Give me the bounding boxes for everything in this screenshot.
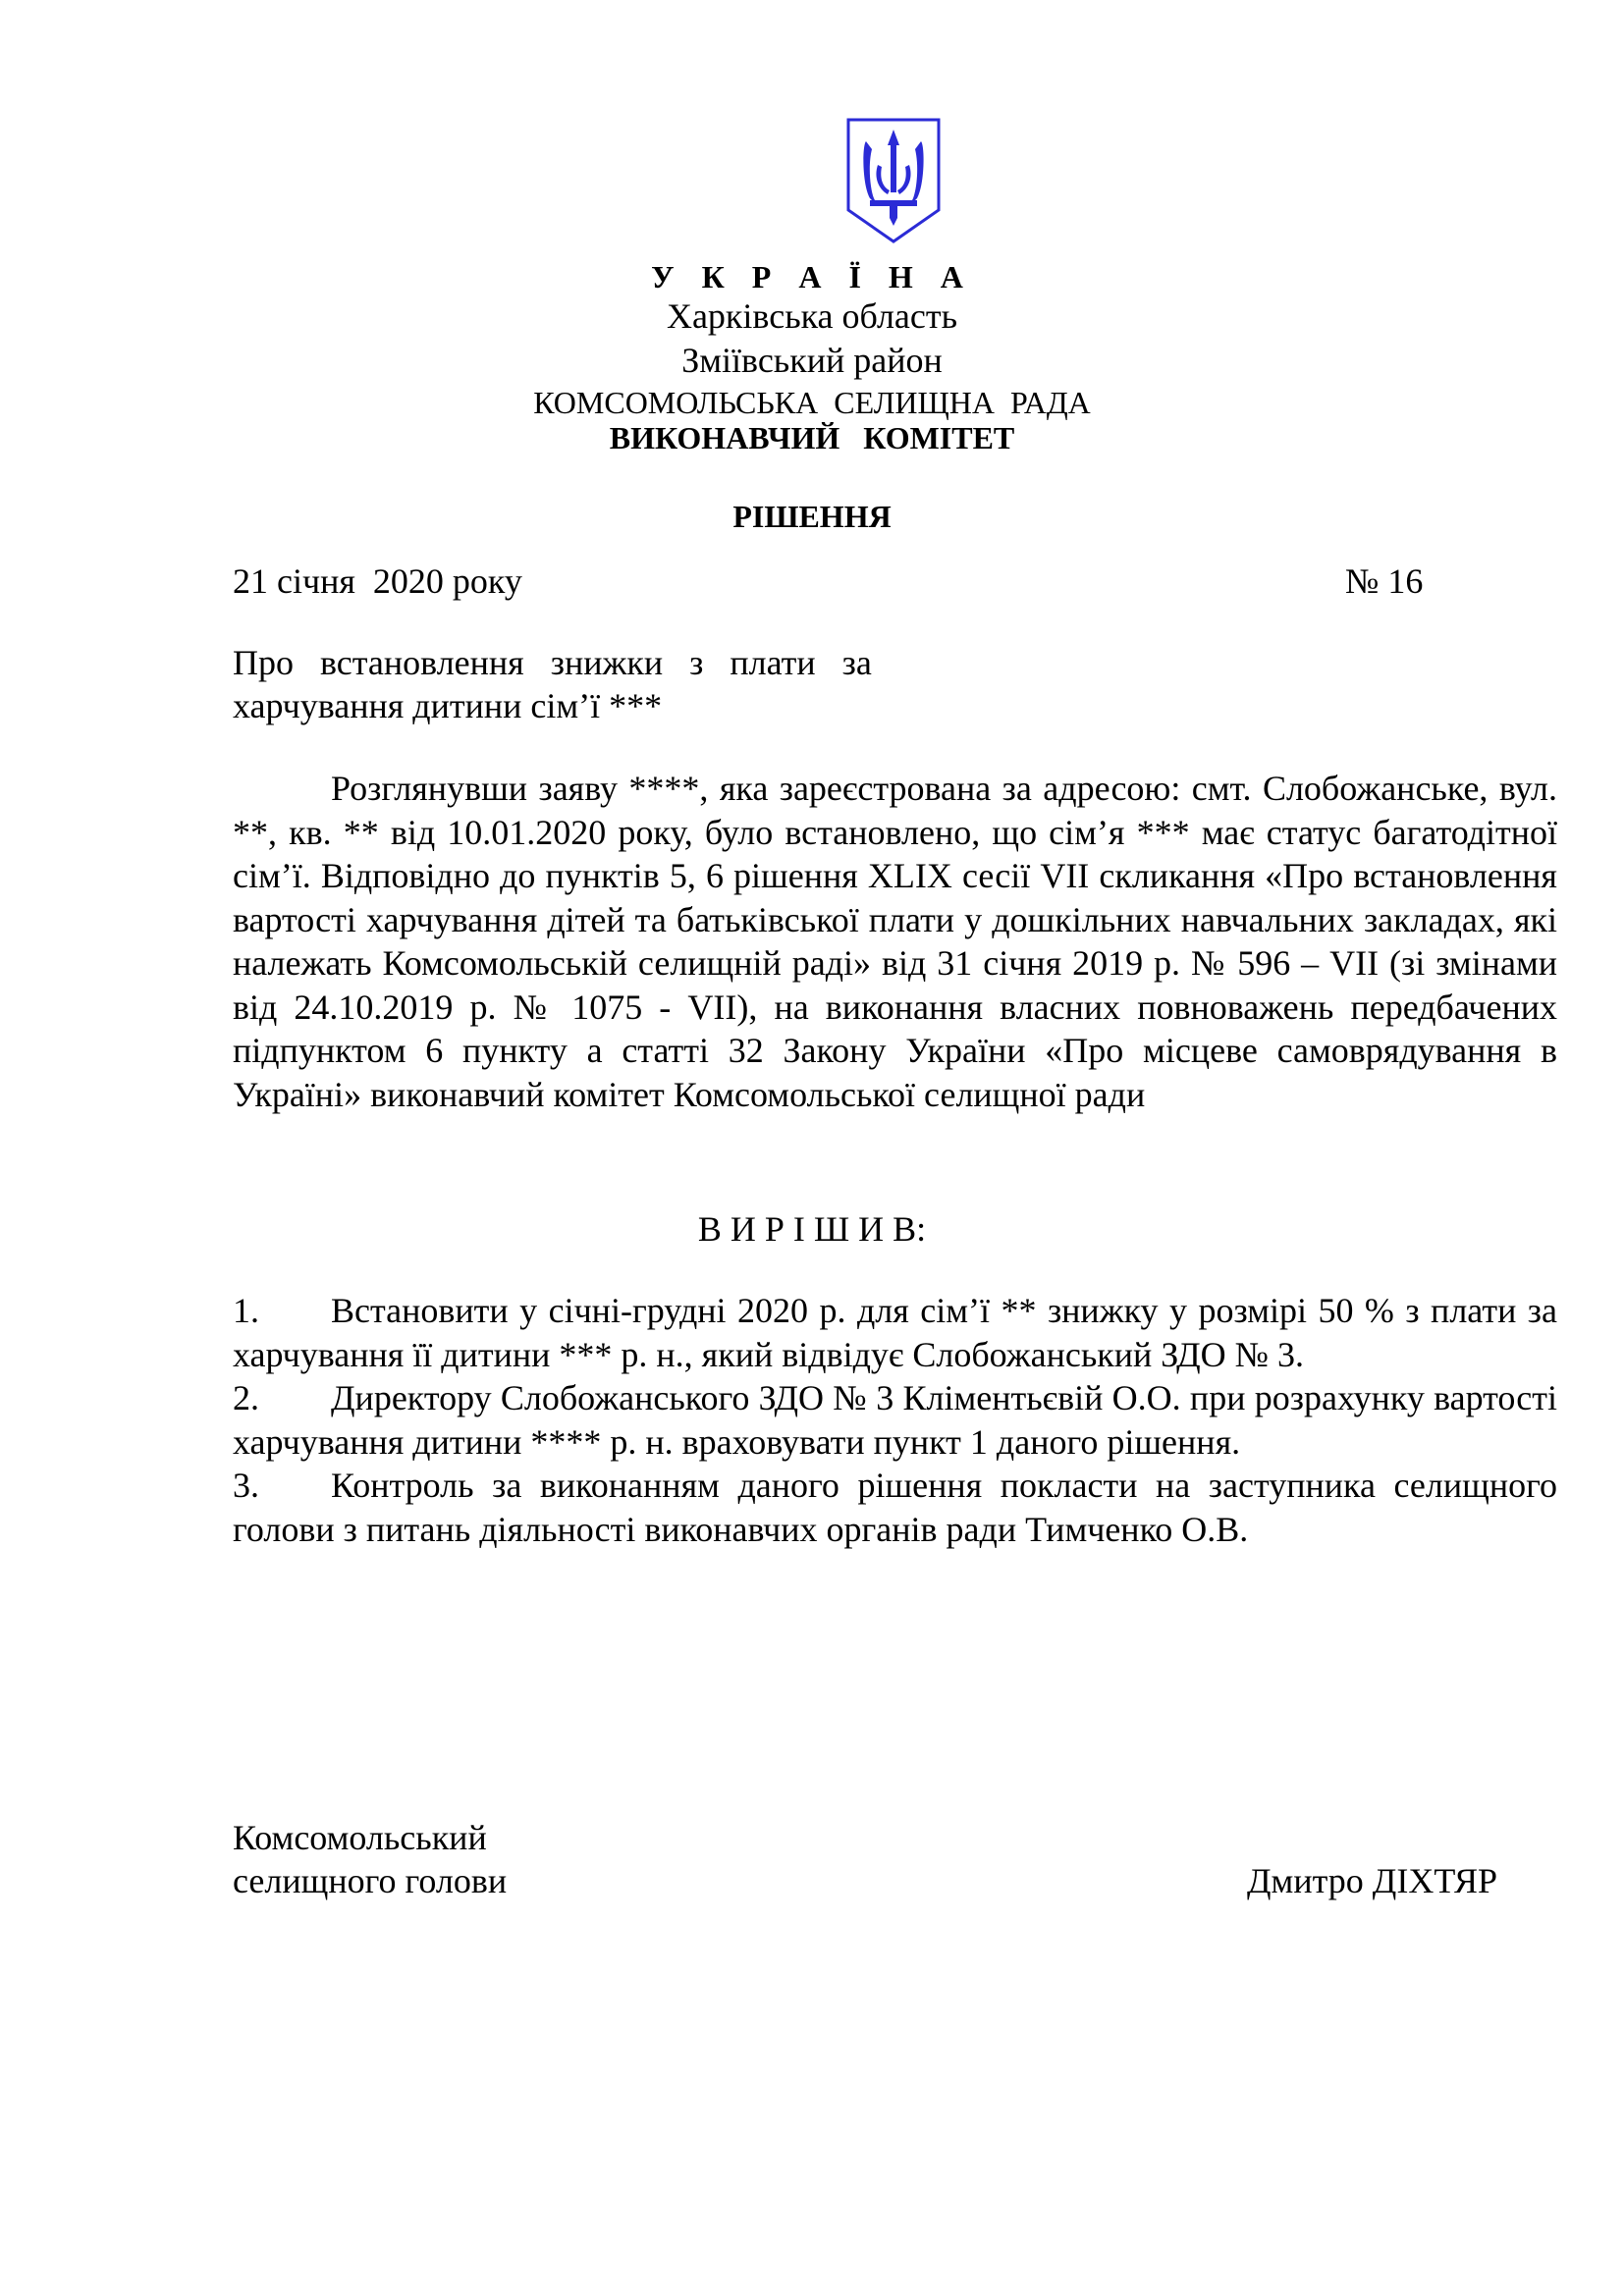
council-line: КОМСОМОЛЬСЬКА СЕЛИЩНА РАДА: [533, 385, 1091, 420]
coat-of-arms-emblem: [844, 116, 943, 245]
preamble-paragraph: Розглянувши заяву ****, яка зареєстрована за адресою: смт. Слобожанське, вул. **, кв. ** від 10.01.2020 року, було встановлено, що сім’я *** має статус багатодітної сім’ї. Відповідно до пунктів 5, 6 рішення XLIX сесії VII скликання «Про встановлення вартості харчування дітей та батьківської плати у дошкільних навчальних закладах, які належать Комсомольській селищній раді» від 31 січня 2019 р. № 596 – VII (зі змінами від 24.10.2019 р. № 1075 - VII), на виконання власних повноважень передбачених підпунктом 6 пункту а статті 32 Закону України «Про місцеве самоврядування в Україні» виконавчий комітет Комсомольської селищної ради: [233, 769, 1557, 1114]
signature-title-line-2: селищного голови: [233, 1861, 508, 1900]
decision-number: № 16: [1345, 561, 1424, 601]
list-item-3-number: 3.: [233, 1466, 259, 1505]
country-title: У К Р А Ї Н А: [651, 259, 973, 294]
document-type: РІШЕННЯ: [732, 499, 892, 534]
signatory-name: Дмитро ДІХТЯР: [1247, 1861, 1497, 1900]
committee-line: ВИКОНАВЧИЙ КОМІТЕТ: [609, 420, 1015, 455]
subject-line-1: Про встановлення знижки з плати за: [233, 643, 872, 682]
district-line: Зміївський район: [681, 341, 943, 380]
decision-date: 21 січня 2020 року: [233, 561, 522, 601]
list-item-1-number: 1.: [233, 1291, 259, 1330]
signature-title-line-1: Комсомольський: [233, 1818, 487, 1857]
list-item-2-number: 2.: [233, 1378, 259, 1417]
list-item-3-text: Контроль за виконанням даного рішення покласти на заступника селищного голови з питань діяльності виконавчих органів ради Тимченко О.В.: [233, 1466, 1557, 1549]
oblast-line: Харківська область: [666, 296, 958, 336]
list-item-1-text: Встановити у січні-грудні 2020 р. для сім’ї ** знижку у розмірі 50 % з плати за харчування її дитини *** р. н., який відвідує Слобожанський ЗДО № 3.: [233, 1291, 1557, 1374]
list-item-2-text: Директору Слобожанського ЗДО № 3 Кліментьєвій О.О. при розрахунку вартості харчування дитини **** р. н. враховувати пункт 1 даного рішення.: [233, 1378, 1557, 1462]
decided-heading: В И Р І Ш И В:: [697, 1209, 927, 1249]
subject-line-2: харчування дитини сім’ї ***: [233, 686, 663, 725]
